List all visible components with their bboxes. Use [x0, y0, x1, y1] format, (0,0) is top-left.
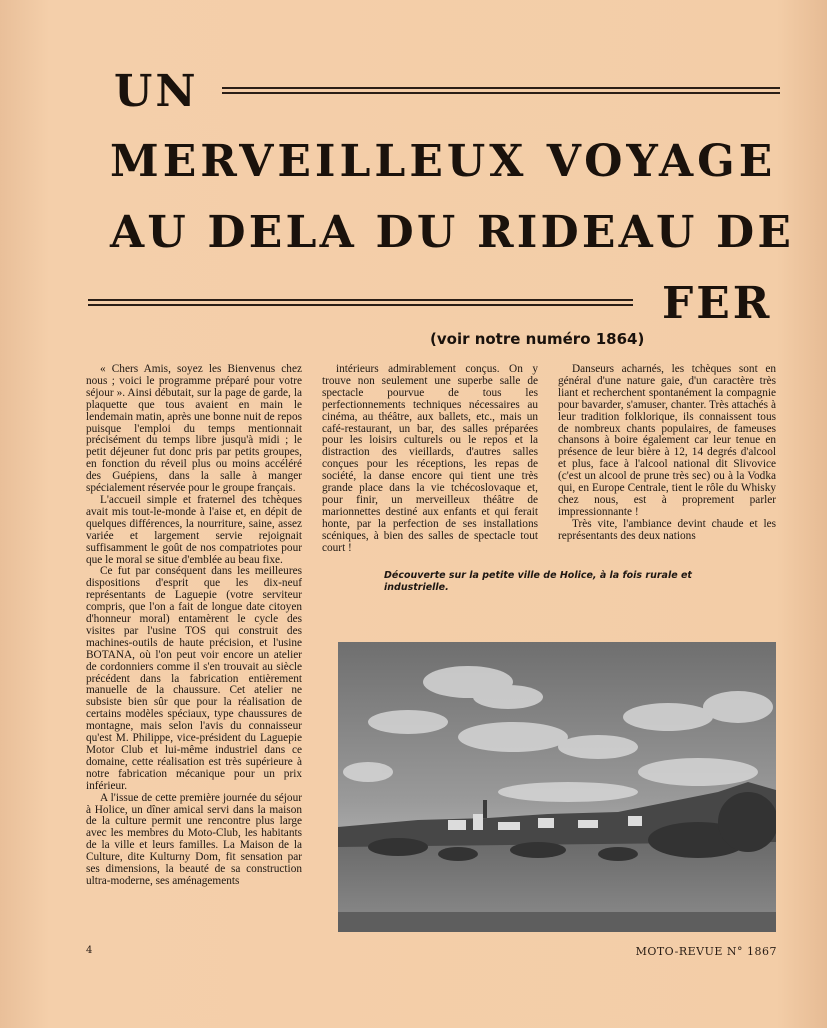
title-rule-bottom [88, 299, 633, 306]
paragraph: L'accueil simple et fraternel des tchèques avait mis tout-le-monde à l'aise et, en dépit de quelques différences, la nourriture, saine, assez variée et largement servie rejoignait suffisamment le goût de nos compatriotes pour que le moral se situe d'emblée au beau fixe. [86, 493, 302, 566]
title-line-4: FER [662, 278, 773, 329]
title-line-2: MERVEILLEUX VOYAGE [110, 136, 777, 187]
title-line-1: UN [114, 66, 199, 117]
issue-reference: (voir notre numéro 1864) [430, 330, 645, 348]
photo-caption: Découverte sur la petite ville de Holice, à la fois rurale et industrielle. [384, 570, 692, 593]
paragraph: A l'issue de cette première journée du séjour à Holice, un dîner amical servi dans la maison de la culture permit une rencontre plus large avec les membres du Moto-Club, les habitants de la ville et leurs familles. La Maison de la Culture, dite Kulturny Dom, fit sensation par ses dimensions, la beauté de sa construction ultra-moderne, ses aménagements [86, 791, 302, 887]
page-number: 4 [86, 945, 93, 956]
paragraph: Très vite, l'ambiance devint chaude et les représentants des deux nations [558, 517, 776, 542]
magazine-footer: MOTO-REVUE N° 1867 [635, 945, 777, 958]
paragraph: Danseurs acharnés, les tchèques sont en général d'une nature gaie, d'un caractère très liant et recherchent spontanément la compagnie pour bavarder, s'amuser, chanter. Très attachés à leur tradition folklorique, ils connaissent tous de nombreux chants populaires, de fameuses chansons à boire également car leur tenue en présence de leur bière à 12, 14 degrés d'alcool et plus, face à l'alcool national dit Slivovice (c'est un alcool de prune très sec) ou à la Vodka qui, en Europe Centrale, tient le rôle du Whisky chez nous, est à proprement parler impressionnante ! [558, 363, 776, 518]
landscape-photo [338, 642, 776, 932]
article-column-3 [558, 364, 776, 543]
article-column-2 [322, 364, 538, 555]
paragraph: Ce fut par conséquent dans les meilleures dispositions d'esprit que les dix-neuf représentants de Laguepie (votre serviteur compris, que l'on a fait de longue date citoyen d'honneur moral) entamèrent le cycle des visites par l'usine TOS qui construit des machines-outils de haute précision, et l'usine BOTANA, où l'on peut voir encore un atelier de cordonniers comme il s'en trouvait au siècle précédent dans la fabrication entièrement manuelle de la chaussure. Cet atelier ne subsiste bien sûr que pour la réalisation de certains modèles spéciaux, type chaussures de montagne, mais selon l'avis du connaisseur qu'est M. Philippe, vice-président du Laguepie Motor Club et lui-même industriel dans ce domaine, cette réalisation est très supérieure à notre fabrication mécanique pour un prix inférieur. [86, 565, 302, 792]
article-column-1 [86, 364, 302, 888]
paragraph: intérieurs admirablement conçus. On y trouve non seulement une superbe salle de spectacle pourvue de tous les perfectionnements techniques nécessaires au cinéma, au théâtre, aux ballets, etc., mais un café-restaurant, un bar, des salles préparées pour les loisirs culturels ou le repos et la distraction des vieillards, d'autres salles conçues pour les réceptions, les repas de société, la danse encore qui tient une très grande place dans la vie tchécoslovaque et, pour finir, un merveilleux théâtre de marionnettes destiné aux enfants et qui ferait honte, par la perfection de ses installations scéniques, à bien des salles de spectacle tout court ! [322, 363, 538, 554]
paragraph: « Chers Amis, soyez les Bienvenus chez nous ; voici le programme préparé pour votre séjour ». Ainsi débutait, sur la page de garde, la plaquette que tous avaient en main le lendemain matin, après une bonne nuit de repos puisque l'emploi du temps mentionnait précisément du temps libre jusqu'à midi ; le petit déjeuner fut donc pris par petits groupes, en fonction du réveil plus ou moins accéléré des Guépiens, dans la salle à manger spécialement réservée pour le groupe français. [86, 363, 302, 495]
title-line-3: AU DELA DU RIDEAU DE [110, 207, 795, 258]
title-rule-top [222, 87, 780, 94]
